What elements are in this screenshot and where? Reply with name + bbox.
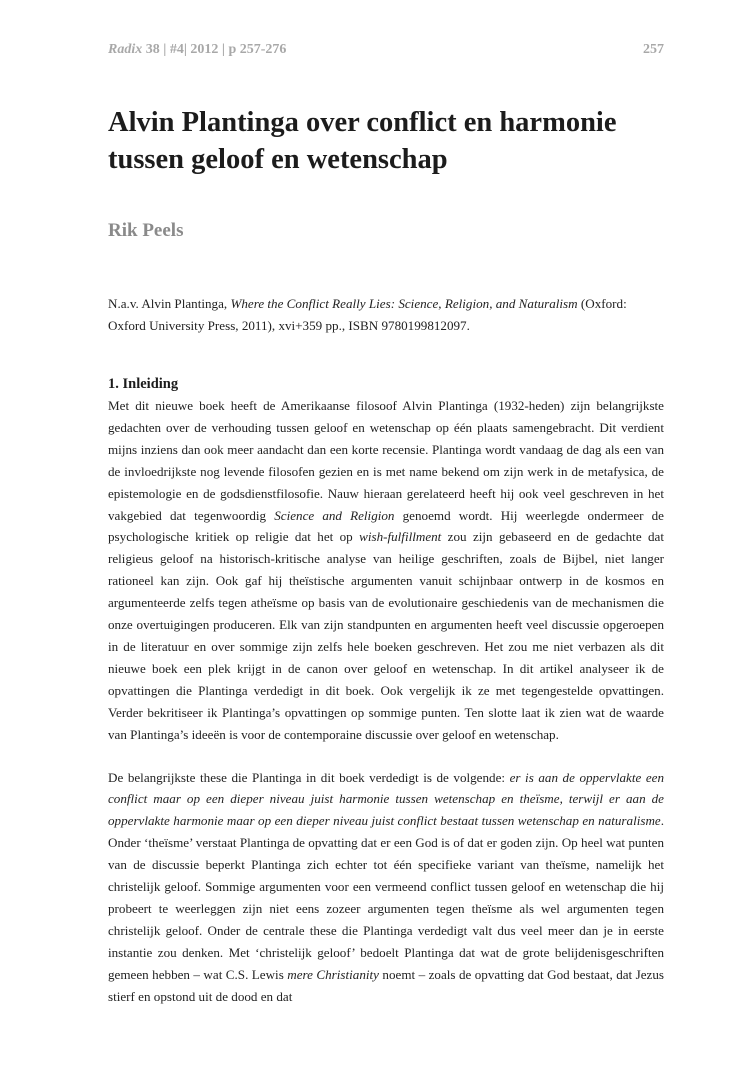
article-title: Alvin Plantinga over conflict en harmonie tussen geloof en wetenschap: [108, 107, 617, 175]
paragraph-1: [108, 395, 664, 746]
p1-text-a: Met dit nieuwe boek heeft de Amerikaanse filosoof Alvin Plantinga (1932-heden) zijn belangrijkste gedachten over de verhouding tussen geloof en wetenschap op één plaats samengebracht. Dit verdient mijns inziens dan ook meer aandacht dan een korte recensie. Plantinga wordt vandaag de dag als een van de invloedrijkste nog levende filosofen gezien en is met name bekend om zijn werk in de metafysica, de epistemologie en de godsdienstfilosofie. Nauw hieraan gerelateerd heeft hij ook veel geschreven in het vakgebied dat tegenwoordig: [108, 398, 664, 523]
p2-italic-mere-christianity: mere Christianity: [287, 966, 379, 982]
paragraph-2: [108, 767, 664, 1008]
issue-info: 38 | #4| 2012 | p 257-276: [145, 42, 287, 57]
book-reference: [108, 293, 664, 337]
reference-book-title: Where the Conflict Really Lies: Science, Religion, and Naturalism: [230, 296, 578, 311]
p1-text-c: genoemd wordt. Hij weerlegde ondermeer de psychologische kritiek op religie dat het op: [108, 507, 664, 545]
article-author: Rik Peels: [108, 220, 184, 241]
journal-name: Radix: [108, 42, 143, 57]
p2-text-e: noemt – zoals de opvatting dat God bestaat, dat Jezus stierf en opstond uit de dood en dat: [108, 966, 665, 1004]
running-head: [108, 42, 664, 58]
p2-italic-thesis: er is aan de oppervlakte een conflict maar op een dieper niveau juist harmonie tussen wetenschap en theïsme, terwijl er aan de oppervlakte harmonie maar op een dieper niveau juist conflict bestaat tussen wetenschap en naturalisme: [108, 769, 665, 829]
reference-prefix: N.a.v. Alvin Plantinga,: [108, 296, 231, 311]
p2-text-c: . Onder ‘theïsme’ verstaat Plantinga de opvatting dat er een God is of dat er goden zijn. Op heel wat punten van de discussie beperkt Plantinga zich echter tot één specifieke variant van theïsme, namelijk het christelijk geloof. Sommige argumenten voor een vermeend conflict tussen geloof en wetenschap die hij probeert te weerleggen zijn niet eens zozeer argumenten tegen theïsme als wel argumenten tegen christelijk geloof. Onder de centrale these die Plantinga verdedigt valt dus veel meer dan je in eerste instantie zou denken. Met ‘christelijk geloof’ bedoelt Plantinga dat wat de grote belijdenisgeschriften gemeen hebben – wat C.S. Lewis: [108, 813, 664, 982]
page-number: 257: [643, 42, 664, 57]
p1-italic-science-and-religion: Science and Religion: [274, 507, 395, 523]
p1-text-e: zou zijn gebaseerd en de gedachte dat religieus geloof na historisch-kritische analyse van heilige geschriften, zoals de Bijbel, niet langer rationeel kan zijn. Ook gaf hij theïstische argumenten vanuit schijnbaar ontwerp in de kosmos en argumenteerde zelfs tegen atheïsme op basis van de evolutionaire geschiedenis van de mechanismen die onze overtuigingen produceren. Elk van zijn standpunten en argumenten heeft veel discussie opgeroepen in de literatuur en over sommige zijn zelfs hele boeken geschreven. Het zou me niet verbazen als dit nieuwe boek een plek krijgt in de canon over geloof en wetenschap. In dit artikel analyseer ik de opvattingen die Plantinga verdedigt in dit boek. Ook vergelijk ik ze met tegengestelde opvattingen. Verder bekritiseer ik Plantinga’s opvattingen op sommige punten. Ten slotte laat ik zien wat de waarde van Plantinga’s ideeën is voor de contemporaine discussie over geloof en wetenschap.: [108, 529, 664, 742]
p2-text-a: De belangrijkste these die Plantinga in dit boek verdedigt is de volgende:: [108, 769, 510, 785]
reference-details: (Oxford: Oxford University Press, 2011), xvi+359 pp., ISBN 9780199812097.: [108, 296, 627, 333]
section-heading: 1. Inleiding: [108, 376, 179, 392]
p1-italic-wish-fulfillment: wish-fulfillment: [359, 529, 442, 545]
section-inleiding: [108, 373, 664, 1007]
